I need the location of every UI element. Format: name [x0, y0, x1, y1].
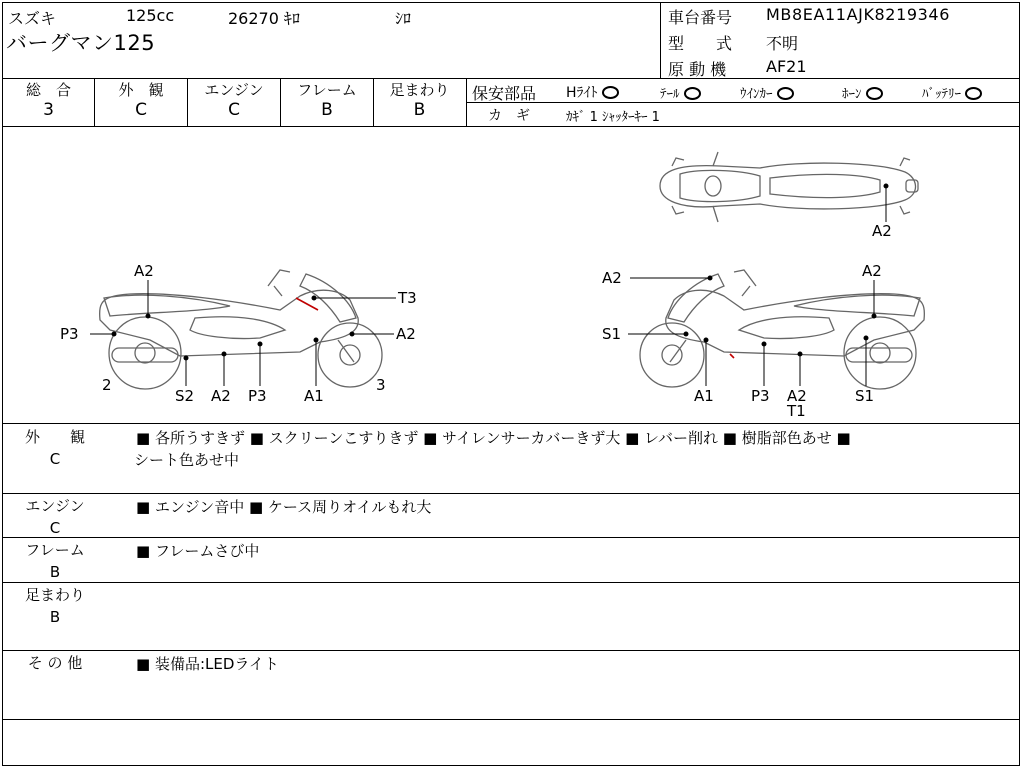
ok-circle-icon: [602, 86, 619, 99]
ok-circle-icon: [866, 87, 883, 100]
mileage: 26270 ｷﾛ: [228, 9, 300, 28]
section-divider: [2, 493, 1020, 494]
section-grade: C: [49, 519, 61, 537]
section-title: フレーム: [25, 541, 85, 559]
grade-suspension: [374, 80, 465, 124]
section-divider: [2, 537, 1020, 538]
damage-label: A1: [694, 387, 714, 405]
exterior-note-line: ■ 各所うすきず ■ スクリーンこすりきず ■ サイレンサーカバーきず大 ■ レバー削れ ■ 樹脂部色あせ ■: [136, 429, 851, 447]
safety-item-label: ﾊﾞｯﾃﾘｰ: [922, 87, 961, 102]
damage-label: A2: [134, 262, 154, 280]
section-title: エンジン: [25, 497, 85, 515]
section-title: 足まわり: [24, 586, 85, 604]
section-divider: [2, 650, 1020, 651]
damage-label: A2: [862, 262, 882, 280]
section-engine: [20, 495, 90, 539]
grade-suspension-label: 足まわり: [389, 81, 450, 99]
damage-label: 3: [376, 376, 386, 394]
section-divider: [2, 719, 1020, 720]
grade-engine-value: C: [228, 100, 240, 120]
engine-value: AF21: [766, 57, 807, 76]
damage-label: P3: [60, 325, 79, 343]
grade-total-value: 3: [43, 100, 54, 120]
scooter-left-view: [100, 270, 382, 389]
grade-exterior-label: 外 観: [118, 81, 164, 99]
section-divider: [2, 582, 1020, 583]
chassis-label: 車台番号: [668, 8, 733, 27]
safety-label: 保安部品: [472, 84, 537, 103]
damage-label: A2: [396, 325, 416, 343]
scooter-top-view: [660, 152, 918, 222]
grade-total-label: 総 合: [25, 81, 71, 99]
grade-frame-value: B: [321, 100, 333, 120]
grade-total: [3, 80, 94, 124]
safety-item-label: Hﾗｲﾄ: [566, 85, 598, 101]
safety-item-battery: [922, 83, 982, 102]
damage-label: A2: [872, 222, 892, 240]
header-divider: [660, 2, 661, 78]
grade-exterior-value: C: [135, 100, 147, 120]
color: ｼﾛ: [395, 9, 412, 28]
safety-item-label: ﾃｰﾙ: [660, 87, 680, 102]
grade-exterior: [95, 80, 187, 124]
damage-label: P3: [248, 387, 267, 405]
safety-divider: [466, 102, 1020, 103]
type-value: 不明: [766, 34, 799, 53]
damage-label: T3: [398, 289, 417, 307]
damage-label: S2: [175, 387, 195, 405]
diagram-bottom-line: [2, 423, 1020, 424]
section-grade: C: [49, 450, 61, 468]
header-bottom-line: [2, 78, 1020, 79]
damage-label: A1: [304, 387, 324, 405]
key-value: ｶｷﾞ 1 ｼｬｯﾀｰｷｰ 1: [566, 110, 660, 125]
safety-item-tail: [660, 83, 701, 102]
grade-frame-label: フレーム: [297, 81, 357, 99]
key-label: カ ギ: [488, 108, 530, 124]
section-suspension: [20, 584, 90, 628]
safety-item-horn: [842, 83, 883, 102]
frame-note-line: ■ フレームさび中: [136, 542, 260, 560]
safety-item-label: ｳｲﾝｶｰ: [740, 87, 773, 102]
grade-engine-label: エンジン: [204, 81, 264, 99]
ok-circle-icon: [684, 87, 701, 100]
chassis-value: MB8EA11AJK8219346: [766, 5, 950, 24]
grade-suspension-value: B: [413, 100, 426, 120]
damage-label: T1: [787, 402, 806, 420]
engine-note-line: ■ エンジン音中 ■ ケース周りオイルもれ大: [136, 498, 432, 516]
section-other: [20, 652, 90, 674]
damage-label: A2: [602, 269, 622, 287]
ok-circle-icon: [777, 87, 794, 100]
damage-label: S1: [602, 325, 622, 343]
damage-label: P3: [751, 387, 770, 405]
other-note-line: ■ 装備品:LEDライト: [136, 655, 279, 673]
ok-circle-icon: [965, 87, 982, 100]
exterior-note-line: シート色あせ中: [134, 451, 240, 469]
damage-label: A2: [211, 387, 231, 405]
displacement: 125cc: [126, 6, 175, 25]
safety-item-headlight: [566, 82, 619, 102]
section-grade: B: [49, 563, 61, 581]
damage-label: 2: [102, 376, 112, 394]
model-name: バーグマン125: [6, 31, 156, 55]
maker: スズキ: [8, 9, 57, 28]
section-frame: [20, 539, 90, 583]
section-exterior: [20, 426, 90, 470]
grade-engine: [188, 80, 280, 124]
section-title: 外 観: [24, 428, 85, 446]
engine-label: 原 動 機: [668, 60, 727, 79]
grade-frame: [281, 80, 373, 124]
safety-item-winker: [740, 83, 794, 102]
damage-diagram: [0, 127, 1024, 423]
section-title: そ の 他: [27, 654, 83, 672]
scooter-right-view: [640, 270, 924, 389]
damage-label: A2: [787, 387, 807, 405]
safety-item-label: ﾎｰﾝ: [842, 87, 862, 102]
type-label: 型 式: [668, 34, 733, 53]
section-grade: B: [49, 608, 61, 626]
damage-label: S1: [855, 387, 875, 405]
